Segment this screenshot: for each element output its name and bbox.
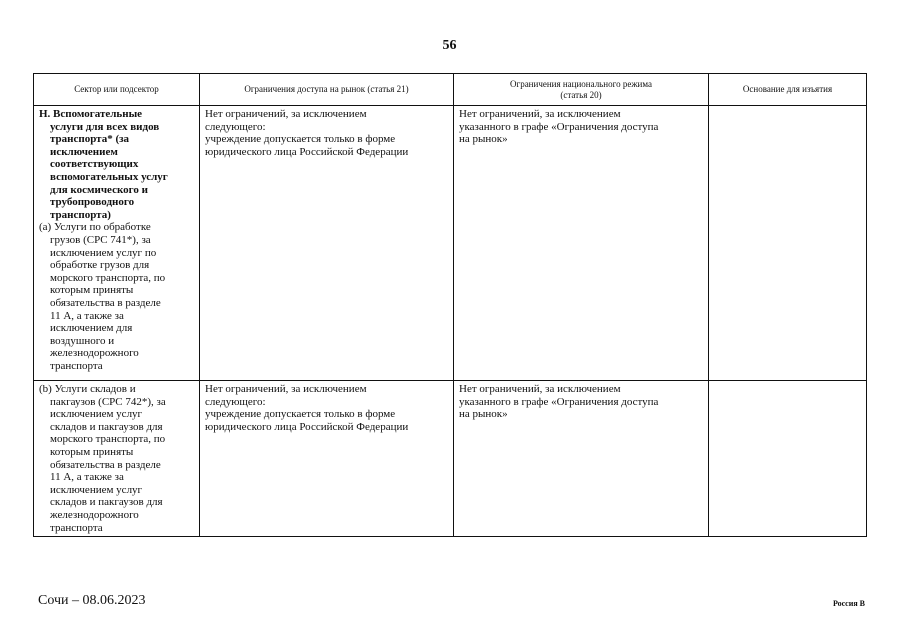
sector-line: обработке грузов для [50,259,150,272]
sector-line: 11 А, а также за [50,309,124,322]
market-access-line: Нет ограничений, за исключением [205,383,367,395]
sector-line: морского транспорта, по [50,433,166,446]
header-national-treatment-line-1: Ограничения национального режима [510,78,652,89]
sector-title-line: для космического и [50,183,148,196]
sector-line: железнодорожного [50,508,139,521]
sector-line: (а) Услуги по обработке [39,221,151,234]
sector-line: железнодорожного [50,347,139,360]
national-treatment-line: на рынок» [459,133,508,146]
sector-title-line: услуги для всех видов [50,120,160,133]
header-national-treatment-line-2: (статья 20) [560,89,602,100]
table-row [34,381,867,537]
market-access-cell [200,106,454,381]
sector-line: исключением для [50,322,133,335]
sector-line: транспорта [50,359,103,372]
basis-cell [709,106,867,381]
market-access-line: юридического лица Российской Федерации [205,145,409,158]
header-national-treatment [454,74,709,106]
market-access-line: следующего: [205,120,266,133]
market-access-line: учреждение допускается только в форме [205,133,396,146]
table-header-row [34,74,867,106]
national-treatment-line: Нет ограничений, за исключением [459,383,621,395]
market-access-line: учреждение допускается только в форме [205,408,396,421]
header-sector: Сектор или подсектор [34,74,200,106]
sector-cell [34,381,200,537]
sector-title-line: исключением [50,145,118,158]
sector-line: 11 А, а также за [50,471,124,484]
sector-line: исключением услуг [50,408,143,421]
market-access-line: следующего: [205,395,266,408]
national-treatment-cell [454,381,709,537]
sector-title-line: трубопроводного [50,196,135,209]
sector-title-line: транспорта) [50,208,111,221]
footer-country-mark: Россия В [832,599,865,608]
sector-line: транспорта [50,521,103,534]
commitments-table [33,73,867,537]
basis-cell [709,381,867,537]
sector-title-line: соответствующих [50,158,139,171]
sector-line: складов и пакгаузов для [50,496,163,509]
market-access-cell [200,381,454,537]
sector-line: морского транспорта, по [50,271,166,284]
sector-line: (b) Услуги складов и [39,383,136,395]
sector-title-line: H. Вспомогательные [39,108,143,120]
market-access-line: Нет ограничений, за исключением [205,108,367,120]
sector-line: обязательства в разделе [50,296,161,309]
footer-place-date: Сочи – 08.06.2023 [38,593,146,608]
sector-line: пакгаузов (CPC 742*), за [50,395,166,408]
page-number: 56 [442,38,457,53]
market-access-line: юридического лица Российской Федерации [205,420,409,433]
sector-cell [34,106,200,381]
sector-line: которым приняты [50,445,134,458]
header-basis: Основание для изъятия [709,74,867,106]
header-market-access: Ограничения доступа на рынок (статья 21) [200,74,454,106]
national-treatment-line: указанного в графе «Ограничения доступа [459,120,659,133]
sector-line: грузов (CPC 741*), за [50,233,151,246]
sector-title-line: транспорта* (за [50,133,130,146]
national-treatment-line: на рынок» [459,408,508,421]
national-treatment-line: Нет ограничений, за исключением [459,108,621,120]
sector-line: обязательства в разделе [50,458,161,471]
sector-line: исключением услуг [50,483,143,496]
sector-line: которым приняты [50,284,134,297]
sector-title-line: вспомогательных услуг [50,170,168,183]
sector-line: воздушного и [50,334,115,347]
sector-line: складов и пакгаузов для [50,420,163,433]
table-row [34,106,867,381]
national-treatment-cell [454,106,709,381]
national-treatment-line: указанного в графе «Ограничения доступа [459,395,659,408]
sector-line: исключением услуг по [50,246,157,259]
